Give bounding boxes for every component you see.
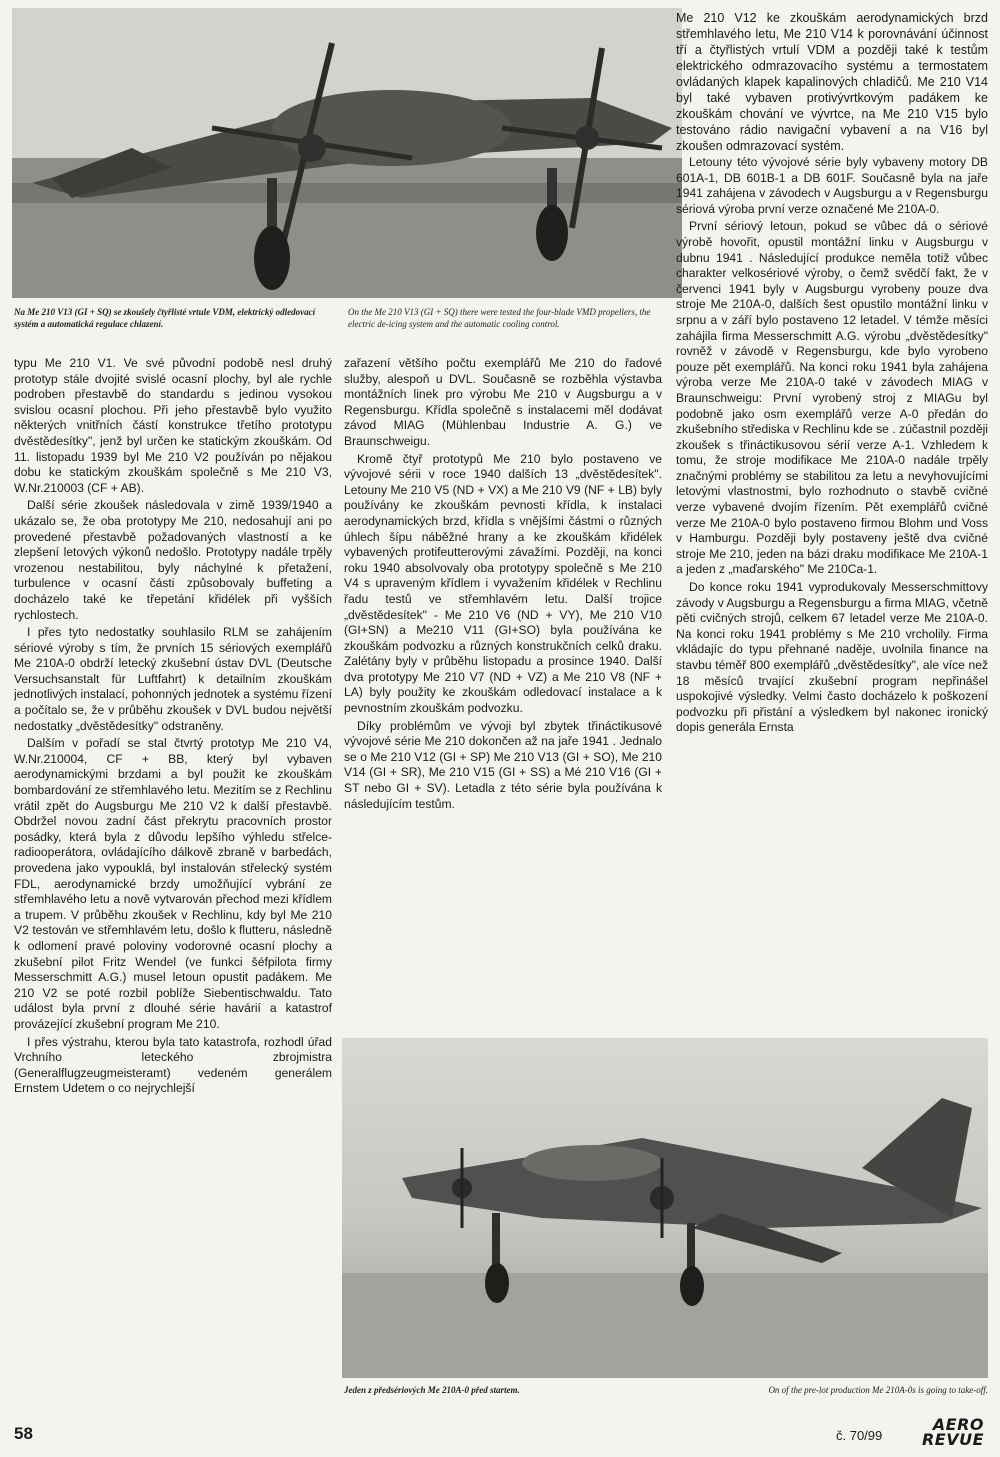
col3-paragraph: Me 210 V12 ke zkouškám aerodynamických brzd střemhlavého letu, Me 210 V14 k porovnávání účinnost tří a čtyřlistých vrtulí VDM a později také k testům elektrického odmrazovacího systému a termostatem ovládaných klapek kapalinových chladičů. Me 210 V14 byl také vybaven protivývrtkovým padákem ke zkouškám chování ve vývrtce, na Me 210 V15 bylo testováno rádio navigační vybavení a na V16 byl zkoušen odmrazovací systém. — [676, 11, 988, 153]
bottom-aircraft-photo — [342, 1038, 988, 1378]
bottom-caption-english: On of the pre-lot production Me 210A-0s is going to take-off. — [768, 1385, 988, 1395]
brand-line-2: REVUE — [921, 1430, 984, 1449]
col1-paragraph: I přes tyto nedostatky souhlasilo RLM se zahájením sériové výroby s tím, že prvních 15 sériových exemplářů Me 210A-0 obdrží letecký zkušební ústav DVL (Deutsche Versuchsanstalt für Luftfahrt) k detailním zkouškám jednotlivých instalací, pohonných jednotek a systému řízení a počítalo se, že v průběhu zkoušek v DVL budou největší nedostatky „dvěstědesítky" odstraněny. — [14, 625, 332, 733]
text-column-2 — [344, 356, 662, 1026]
top-caption-english: On the Me 210 V13 (GI + SQ) there were tested the four-blade VMD propellers, the electric de-icing system and the automatic cooling control. — [348, 307, 651, 329]
col1-paragraph: typu Me 210 V1. Ve své původní podobě nesl druhý prototyp stále dvojité svislé ocasní plochy, byl ale rychle podroben přestavbě do standardu s jedinou vysokou svislou ocasní plochou. Při jeho přestavbě bylo využito některých vnitřních částí konstrukce třetího prototypu dvěstědesítky", jenž byl určen ke statickým zkouškám. Od 11. listopadu 1939 byl Me 210 V2 používán po nějakou dobu ke statickým zkouškám společně s Me 210 V3, W.Nr.210003 (CF + AB). — [14, 356, 332, 495]
col1-paragraph: I přes výstrahu, kterou byla tato katastrofa, rozhodl úřad Vrchního leteckého zbrojmistra (Generalflugzeugmeisteramt) vedeném generálem Ernstem Udetem o co nejrychlejší — [14, 1034, 332, 1096]
top-caption-czech: Na Me 210 V13 (GI + SQ) se zkoušely čtyřlisté vrtule VDM, elektrický odledovací systém a automatická regulace chlazení. — [14, 307, 316, 329]
col3-paragraph: Letouny této vývojové série byly vybaveny motory DB 601A-1, DB 601B-1 a DB 601F. Současně byla na jaře 1941 zahájena v závodech v Augsburgu a v Regensburgu sériová výroba první verze označené Me 210A-0. — [676, 155, 988, 216]
top-aircraft-photo — [12, 8, 682, 298]
aero-revue-logo — [922, 1417, 984, 1447]
page-number: 58 — [14, 1424, 33, 1443]
col1-paragraph: Další série zkoušek následovala v zimě 1939/1940 a ukázalo se, že oba prototypy Me 210, nedosahují ani po provedené přestavbě požadovaných vlastností a ke zlepšení letových výkonů nedošlo. Prototypy nadále trpěly vrozenou nestabilitou, byly náchylné k přetažení, turbulence v ocasní části způsobovaly buffeting a docházelo také ke třepetání křidélek při vyšších rychlostech. — [14, 498, 332, 622]
text-column-1 — [14, 356, 332, 1406]
aircraft-photo-icon — [12, 8, 682, 298]
text-column-3 — [676, 10, 988, 1030]
col2-paragraph: Kromě čtyř prototypů Me 210 bylo postaveno ve vývojové sérii v roce 1940 dalších 13 „dvěstědesítek". Letouny Me 210 V5 (ND + VX) a Me 210 V9 (NF + LB) byly používány ke zkouškám pevnosti křídla, k instalaci aerodynamických brzd, křídla s vnějšími částmi o různých úhlech šípu náběžné hrany a ke zkouškám křidélek vybavených protifeutterovými závažími. Později, na konci roku 1940 absolvovaly oba prototypy společně s Me 210 V4 s upraveným křídlem i vyvažením křidélek v Rechlinu řadu testů ve střemhlavém letu. Další trojice „dvěstědesítek" - Me 210 V6 (ND + VY), Me 210 V10 (GI+SN) a Me210 V11 (GI+SO) byla používána ke zkouškám podvozku a různých konstrukčních celků draku. Zalétány byly v průběhu listopadu a prosince 1940. Další dva prototypy Me 210 V7 (ND + VZ) a Me 210 V8 (NF + LA) byly použity ke zkouškám odledovací instalace a k pevnostním zkouškám podvozku. — [344, 451, 662, 716]
aircraft-photo-icon — [342, 1038, 988, 1378]
issue-number: č. 70/99 — [836, 1428, 883, 1443]
col3-paragraph: První sériový letoun, pokud se vůbec dá o sériové výrobě hovořit, opustil montážní linku v Augsburgu v dubnu 1941 . Následující produkce neměla totiž vůbec charakter velkosériové výroby, o čemž svědčí fakt, že v červenci 1941 byly v Augsburgu vyrobeny pouze dva stroje Me 210A-0, dalších šest opustilo montážní linku v srpnu a v září bylo postaveno 12 letadel. V témže měsíci zahájila firma Messerschmitt A.G. výrobu „dvěstědesítky" rovněž v závodě v Regensburgu, kde bylo vyrobeno pouze pět exemplářů. Na konci roku 1941 byla zahájena výroba verze Me 210A-0 také v závodech MIAG v Braunschweigu: První vyrobený stroj z MIAGu byl podobně jako osm exemplářů verze A-0 předán do zkušebního střediska v Rechlinu kde se . zúčastnil později zkoušek s třináctikusovou sérií verze A-1. Vzhledem k tomu, že stroje modifikace Me 210A-0 nadále trpěly značnými problémy se stabilitou za letu a nevyhovujícími letovými vlastnostmi, bylo rozhodnuto o stavbě cvičné verze vybavené dvojím řízením. Pět exemplářů cvičné verze Me 210A-0 bylo postaveno firmou Blohm und Voss v Hamburgu. Později byly postaveny ještě dva cvičné stroje Me 210, jeden na bázi draku modifikace Me 210A-1 a jeden z „maďarského" Me 210Ca-1. — [676, 219, 988, 577]
col2-paragraph: Díky problémům ve vývoji byl zbytek třináctikusové vývojové série Me 210 dokončen až na jaře 1941 . Jednalo se o Me 210 V12 (GI + SP) Me 210 V13 (GI + SO), Me 210 V14 (GI + SR), Me 210 V15 (GI + SS) a Mé 210 V16 (GI + ST nebo GI + SV). Letadla z této série byla používána k následujícím testům. — [344, 718, 662, 811]
col2-paragraph: zařazení většího počtu exemplářů Me 210 do řadové služby, alespoň u DVL. Současně se rozběhla výstavba montážních linek pro výrobu Me 210 v Augsburgu a v Regensburgu. Křídla společně s instalacemi měl dodávat závod MIAG (Mühlenbau Industrie A. G.) ve Braunschweigu. — [344, 356, 662, 448]
col1-paragraph: Dalším v pořadí se stal čtvrtý prototyp Me 210 V4, W.Nr.210004, CF + BB, který byl vybaven aerodynamickými brzdami a byl použit ke zkouškám bombardování ze střemhlavého letu. Mezitím se z Rechlinu vrátil zpět do Augsburgu Me 210 V2 k další přestavbě. Obdržel novou zadní část překrytu pracovních prostor posádky, která byla z důvodu lepšího výhledu střelce-radiooperátora, ovládajícího dálkově zbraně v barbedách, provedena jako vypouklá, byl instalován střelecký systém FDL, aerodynamické brzdy umožňující vybrání ze střemhlavého letu a nově vytvarován přechod mezi křídlem a trupem. V průběhu zkoušek v Rechlinu, kdy byl Me 210 V2 testován ve střemhlavém letu, došlo k flutteru, následně k odlomení pravé poloviny vodorovné ocasní plochy a zkušební pilot Fritz Wendel (ve funkci šéfpilota firmy Messerschmitt A.G.) musel letoun opustit padákem. Me 210 V2 se poté rozbil poblíže Siebentischwaldu. Tato událost byla první z dlouhé série havárií a katastrof provázející zkušební program Me 210. — [14, 736, 332, 1031]
col3-paragraph: Do konce roku 1941 vyprodukovaly Messerschmittovy závody v Augsburgu a Regensburgu a firma MIAG, včetně pěti cvičných strojů, celkem 67 letadel verze Me 210A-0. Na konci roku 1941 problémy s Me 210 vrcholily. Firma vkládajíc do typu přehnané naděje, uvolnila finance na stavbu téměř 800 exemplářů „dvěstědesítky", ale více než 18 měsíců trvající zkušební program nepřinášel uspokojivé výsledky. Velmi často docházelo k poškození podvozku při přistání a výsledkem byl nakonec ironický dopis generála Ernsta — [676, 580, 988, 735]
brand-line-1: AERO — [932, 1415, 984, 1434]
bottom-caption-czech: Jeden z předsériových Me 210A-0 před startem. — [344, 1385, 520, 1395]
